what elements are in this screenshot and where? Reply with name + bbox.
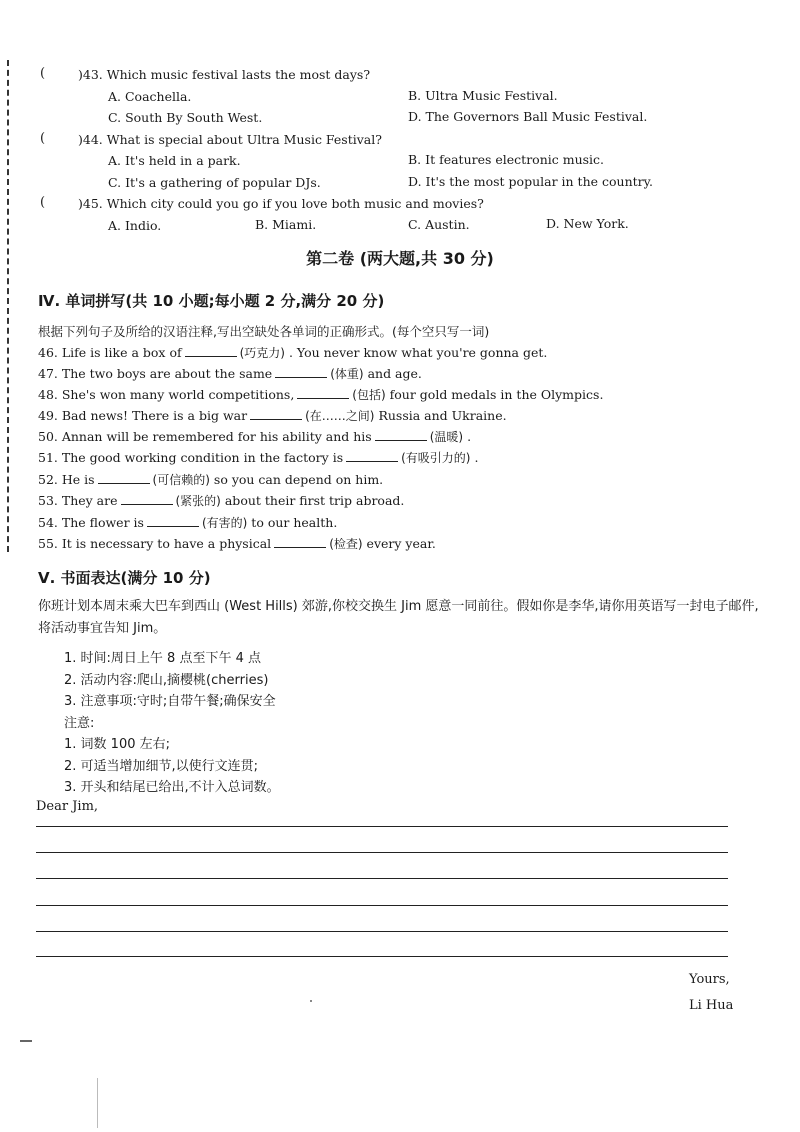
spelling-item-47 xyxy=(38,365,422,382)
spelling-item-49 xyxy=(38,407,507,424)
chinese-hint: (有害的) xyxy=(201,516,248,530)
item-text: to our health. xyxy=(251,515,338,530)
spelling-item-55 xyxy=(38,535,436,552)
requirement-point: 1. 时间:周日上午 8 点至下午 4 点 xyxy=(64,651,261,666)
writing-line[interactable] xyxy=(36,878,728,879)
answer-blank[interactable] xyxy=(275,365,327,378)
answer-blank[interactable] xyxy=(121,492,173,505)
chinese-hint: (可信赖的) xyxy=(152,473,210,487)
spelling-item-51 xyxy=(38,449,478,466)
answer-blank[interactable] xyxy=(98,471,150,484)
item-text: 47. The two boys are about the same xyxy=(38,366,273,381)
q43-option-b: B. Ultra Music Festival. xyxy=(408,88,558,103)
item-text: 50. Annan will be remembered for his ability and his xyxy=(38,429,372,444)
notes-label: 注意: xyxy=(64,716,95,731)
note-item: 2. 可适当增加细节,以使行文连贯; xyxy=(64,759,259,774)
item-text: so you can depend on him. xyxy=(213,472,384,487)
section-2-title: 第二卷 (两大题,共 30 分) xyxy=(306,249,494,268)
letter-closing: Yours, xyxy=(689,972,730,987)
requirement-point: 2. 活动内容:爬山,摘樱桃(cherries) xyxy=(64,673,269,688)
answer-blank[interactable] xyxy=(274,535,326,548)
spelling-item-52 xyxy=(38,471,383,488)
answer-paren[interactable]: ( xyxy=(40,66,46,81)
spelling-item-46 xyxy=(38,344,547,361)
spelling-item-50 xyxy=(38,428,471,445)
item-text: 46. Life is like a box of xyxy=(38,345,182,360)
writing-line[interactable] xyxy=(36,852,728,853)
answer-blank[interactable] xyxy=(185,344,237,357)
scan-mark xyxy=(97,1078,98,1128)
chinese-hint: (有吸引力的) xyxy=(401,451,471,465)
chinese-hint: (检查) xyxy=(329,537,363,551)
q45-option-d: D. New York. xyxy=(546,216,629,231)
chinese-hint: (巧克力) xyxy=(239,346,285,360)
question-45-stem: )45. Which city could you go if you love both music and movies? xyxy=(78,196,484,211)
answer-blank[interactable] xyxy=(375,428,427,441)
item-text: 48. She's won many world competitions, xyxy=(38,387,295,402)
chinese-hint: (温暖) xyxy=(429,430,464,444)
requirement-point: 3. 注意事项:守时;自带午餐;确保安全 xyxy=(64,694,276,709)
writing-prompt: 你班计划本周末乘大巴车到西山 (West Hills) 郊游,你校交换生 Jim 愿意一同前往。假如你是李华,请你用英语写一封电子邮件,将活动事宜告知 Jim。 xyxy=(38,599,759,636)
item-text: 52. He is xyxy=(38,472,95,487)
note-item: 3. 开头和结尾已给出,不计入总词数。 xyxy=(64,780,280,795)
item-text: about their first trip abroad. xyxy=(224,493,405,508)
item-text: 54. The flower is xyxy=(38,515,144,530)
scan-dot xyxy=(310,1000,312,1002)
q45-option-c: C. Austin. xyxy=(408,217,470,232)
q43-option-a: A. Coachella. xyxy=(108,89,192,104)
answer-paren[interactable]: ( xyxy=(40,131,46,146)
writing-line[interactable] xyxy=(36,905,728,906)
answer-blank[interactable] xyxy=(250,407,302,420)
q44-option-c: C. It's a gathering of popular DJs. xyxy=(108,175,321,190)
item-text: . xyxy=(467,429,472,444)
item-text: 55. It is necessary to have a physical xyxy=(38,536,272,551)
item-text: 51. The good working condition in the factory is xyxy=(38,450,344,465)
item-text: . xyxy=(474,450,479,465)
item-text: 53. They are xyxy=(38,493,118,508)
item-text: and age. xyxy=(367,366,422,381)
spelling-item-48 xyxy=(38,386,603,403)
item-text: four gold medals in the Olympics. xyxy=(389,387,604,402)
q43-option-d: D. The Governors Ball Music Festival. xyxy=(408,109,648,124)
answer-blank[interactable] xyxy=(147,514,199,527)
q45-option-b: B. Miami. xyxy=(255,217,317,232)
q44-option-b: B. It features electronic music. xyxy=(408,152,605,167)
answer-paren[interactable]: ( xyxy=(40,195,46,210)
writing-line[interactable] xyxy=(36,956,728,957)
letter-signature: Li Hua xyxy=(689,998,734,1013)
item-text: Russia and Ukraine. xyxy=(378,408,507,423)
q45-option-a: A. Indio. xyxy=(108,218,162,233)
chinese-hint: (在……之间) xyxy=(305,409,375,423)
question-44-stem: )44. What is special about Ultra Music Festival? xyxy=(78,132,382,147)
item-text: . You never know what you're gonna get. xyxy=(288,345,548,360)
writing-line[interactable] xyxy=(36,931,728,932)
part-4-heading: Ⅳ. 单词拼写(共 10 小题;每小题 2 分,满分 20 分) xyxy=(38,292,385,310)
letter-greeting: Dear Jim, xyxy=(36,799,99,814)
writing-line[interactable] xyxy=(36,826,728,827)
question-43-stem: )43. Which music festival lasts the most days? xyxy=(78,67,371,82)
q43-option-c: C. South By South West. xyxy=(108,110,263,125)
binding-margin-line xyxy=(7,60,9,552)
scan-dash xyxy=(20,1040,32,1042)
chinese-hint: (体重) xyxy=(330,367,364,381)
answer-blank[interactable] xyxy=(346,449,398,462)
q44-option-a: A. It's held in a park. xyxy=(108,153,241,168)
spelling-item-54 xyxy=(38,514,337,531)
item-text: 49. Bad news! There is a big war xyxy=(38,408,248,423)
spelling-item-53 xyxy=(38,492,404,509)
item-text: every year. xyxy=(366,536,436,551)
note-item: 1. 词数 100 左右; xyxy=(64,737,170,752)
part-5-heading: Ⅴ. 书面表达(满分 10 分) xyxy=(38,569,211,587)
answer-blank[interactable] xyxy=(297,386,349,399)
q44-option-d: D. It's the most popular in the country. xyxy=(408,174,653,189)
chinese-hint: (包括) xyxy=(352,388,386,402)
chinese-hint: (紧张的) xyxy=(175,494,221,508)
part-4-instruction: 根据下列句子及所给的汉语注释,写出空缺处各单词的正确形式。(每个空只写一词) xyxy=(38,324,490,339)
